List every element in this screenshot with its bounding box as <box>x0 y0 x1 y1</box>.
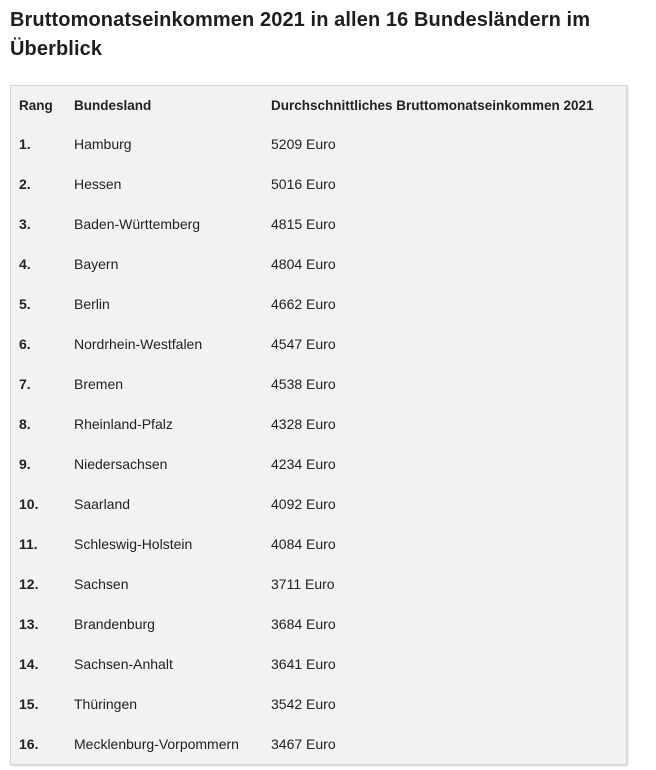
header-rank: Rang <box>19 97 53 113</box>
state-cell: Niedersachsen <box>74 456 168 472</box>
table-row <box>11 724 626 764</box>
value-cell: 3711 Euro <box>271 576 335 592</box>
rank-cell: 6. <box>19 336 31 352</box>
state-cell: Hamburg <box>74 136 132 152</box>
state-cell: Brandenburg <box>74 616 155 632</box>
value-cell: 4815 Euro <box>271 216 336 232</box>
value-cell: 4662 Euro <box>271 296 336 312</box>
value-cell: 4084 Euro <box>271 536 336 552</box>
table-row <box>11 684 626 724</box>
table-row <box>11 324 626 364</box>
rank-cell: 12. <box>19 576 39 592</box>
header-state: Bundesland <box>74 97 152 113</box>
rank-cell: 3. <box>19 216 31 232</box>
table-row <box>11 564 626 604</box>
value-cell: 4328 Euro <box>271 416 336 432</box>
state-cell: Baden-Württemberg <box>74 216 201 232</box>
table-row <box>11 484 626 524</box>
state-cell: Thüringen <box>74 696 138 712</box>
table-row <box>11 124 626 164</box>
value-cell: 4234 Euro <box>271 456 336 472</box>
rank-cell: 11. <box>19 536 38 552</box>
state-cell: Schleswig-Holstein <box>74 536 193 552</box>
value-cell: 5016 Euro <box>271 176 336 192</box>
state-cell: Bremen <box>74 376 124 392</box>
rank-cell: 4. <box>19 256 31 272</box>
rank-cell: 7. <box>19 376 31 392</box>
value-cell: 3542 Euro <box>271 696 336 712</box>
value-cell: 3684 Euro <box>271 616 336 632</box>
state-cell: Berlin <box>74 296 110 312</box>
state-cell: Sachsen-Anhalt <box>74 656 173 672</box>
value-cell: 4804 Euro <box>271 256 336 272</box>
table-row <box>11 244 626 284</box>
value-cell: 3641 Euro <box>271 656 336 672</box>
state-cell: Sachsen <box>74 576 129 592</box>
table-body <box>11 124 626 764</box>
rank-cell: 15. <box>19 696 39 712</box>
table-row <box>11 164 626 204</box>
state-cell: Bayern <box>74 256 119 272</box>
value-cell: 4092 Euro <box>271 496 336 512</box>
table-row <box>11 644 626 684</box>
state-cell: Mecklenburg-Vorpommern <box>74 736 239 752</box>
header-value: Durchschnittliches Bruttomonatseinkommen 2021 <box>271 97 594 113</box>
rank-cell: 14. <box>19 656 39 672</box>
rank-cell: 16. <box>19 736 39 752</box>
value-cell: 5209 Euro <box>271 136 336 152</box>
state-cell: Saarland <box>74 496 131 512</box>
income-table-container[interactable] <box>10 85 627 765</box>
table-row <box>11 604 626 644</box>
table-row <box>11 524 626 564</box>
page-title: Bruttomonatseinkommen 2021 in allen 16 Bundesländern im Überblick <box>10 9 591 60</box>
state-cell: Rheinland-Pfalz <box>74 416 173 432</box>
rank-cell: 5. <box>19 296 31 312</box>
state-cell: Nordrhein-Westfalen <box>74 336 203 352</box>
value-cell: 4538 Euro <box>271 376 336 392</box>
value-cell: 4547 Euro <box>271 336 336 352</box>
table-row <box>11 404 626 444</box>
rank-cell: 8. <box>19 416 31 432</box>
table-row <box>11 204 626 244</box>
rank-cell: 1. <box>19 136 31 152</box>
table-header-row <box>11 86 626 124</box>
value-cell: 3467 Euro <box>271 736 336 752</box>
rank-cell: 13. <box>19 616 39 632</box>
rank-cell: 9. <box>19 456 31 472</box>
rank-cell: 2. <box>19 176 31 192</box>
table-row <box>11 364 626 404</box>
table-row <box>11 444 626 484</box>
rank-cell: 10. <box>19 496 39 512</box>
table-row <box>11 284 626 324</box>
state-cell: Hessen <box>74 176 122 192</box>
income-table <box>11 86 626 764</box>
